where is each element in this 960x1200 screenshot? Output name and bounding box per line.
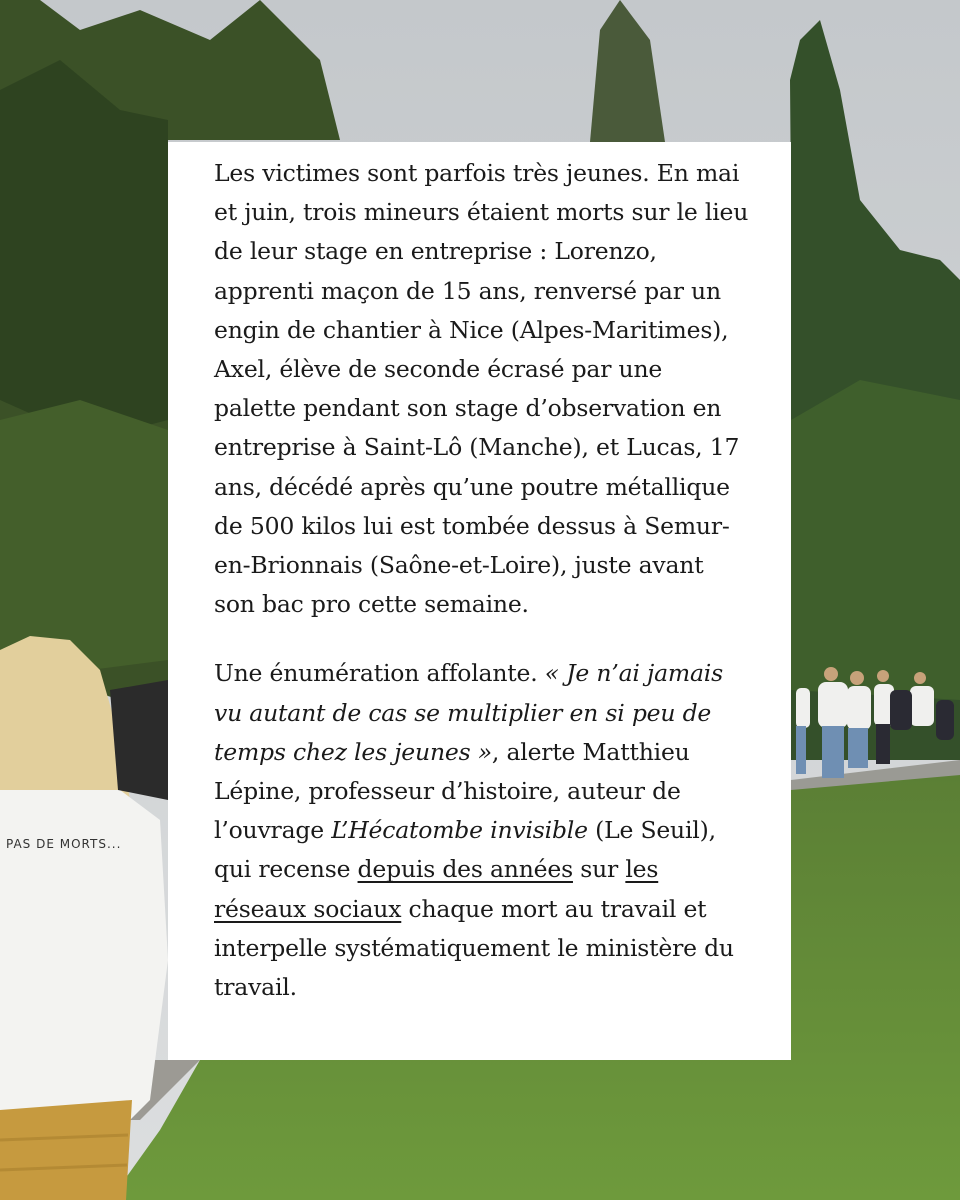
article-paragraph-1: Les victimes sont parfois très jeunes. En mai et juin, trois mineurs étaient morts sur le lieu de leur stage en entreprise : Lorenzo, apprenti maçon de 15 ans, renversé par un engin de chantier à Nice (Alpes-Maritimes), Axel, élève de seconde écrasé par une palette pendant son stage d’observation en entreprise à Saint-Lô (Manche), et Lucas, 17 ans, décédé après qu’une poutre métallique de 500 kilos lui est tombée dessus à Semur-en-Brionnais (Saône-et-Loire), juste avant son bac pro cette semaine.	[214, 159, 749, 619]
article-paragraph-2	[214, 654, 751, 1007]
shirt-text: PAS DE MORTS...	[6, 837, 122, 851]
link-reseaux-sociaux[interactable]: les réseaux sociaux	[214, 855, 659, 923]
paragraph-2-end: chaque mort au travail et interpelle systématiquement le ministère du travail.	[214, 894, 734, 1002]
person-trousers	[0, 1100, 132, 1200]
link-depuis-des-annees[interactable]: depuis des années	[357, 855, 573, 884]
article-card	[168, 142, 791, 1060]
paragraph-2-attribution: , alerte Matthieu Lépine, professeur d’histoire, auteur de l’ouvrage	[214, 737, 690, 845]
paragraph-2-intro: Une énumération affolante.	[214, 659, 545, 688]
quote-text: « Je n’ai jamais vu autant de cas se multiplier en si peu de temps chez les jeunes »	[214, 659, 723, 766]
paragraph-2-sur: sur	[572, 855, 626, 884]
book-title: L’Hécatombe invisible	[331, 816, 588, 845]
paragraph-2-publisher: (Le Seuil), qui recense	[214, 816, 716, 884]
person-behind	[110, 680, 168, 800]
